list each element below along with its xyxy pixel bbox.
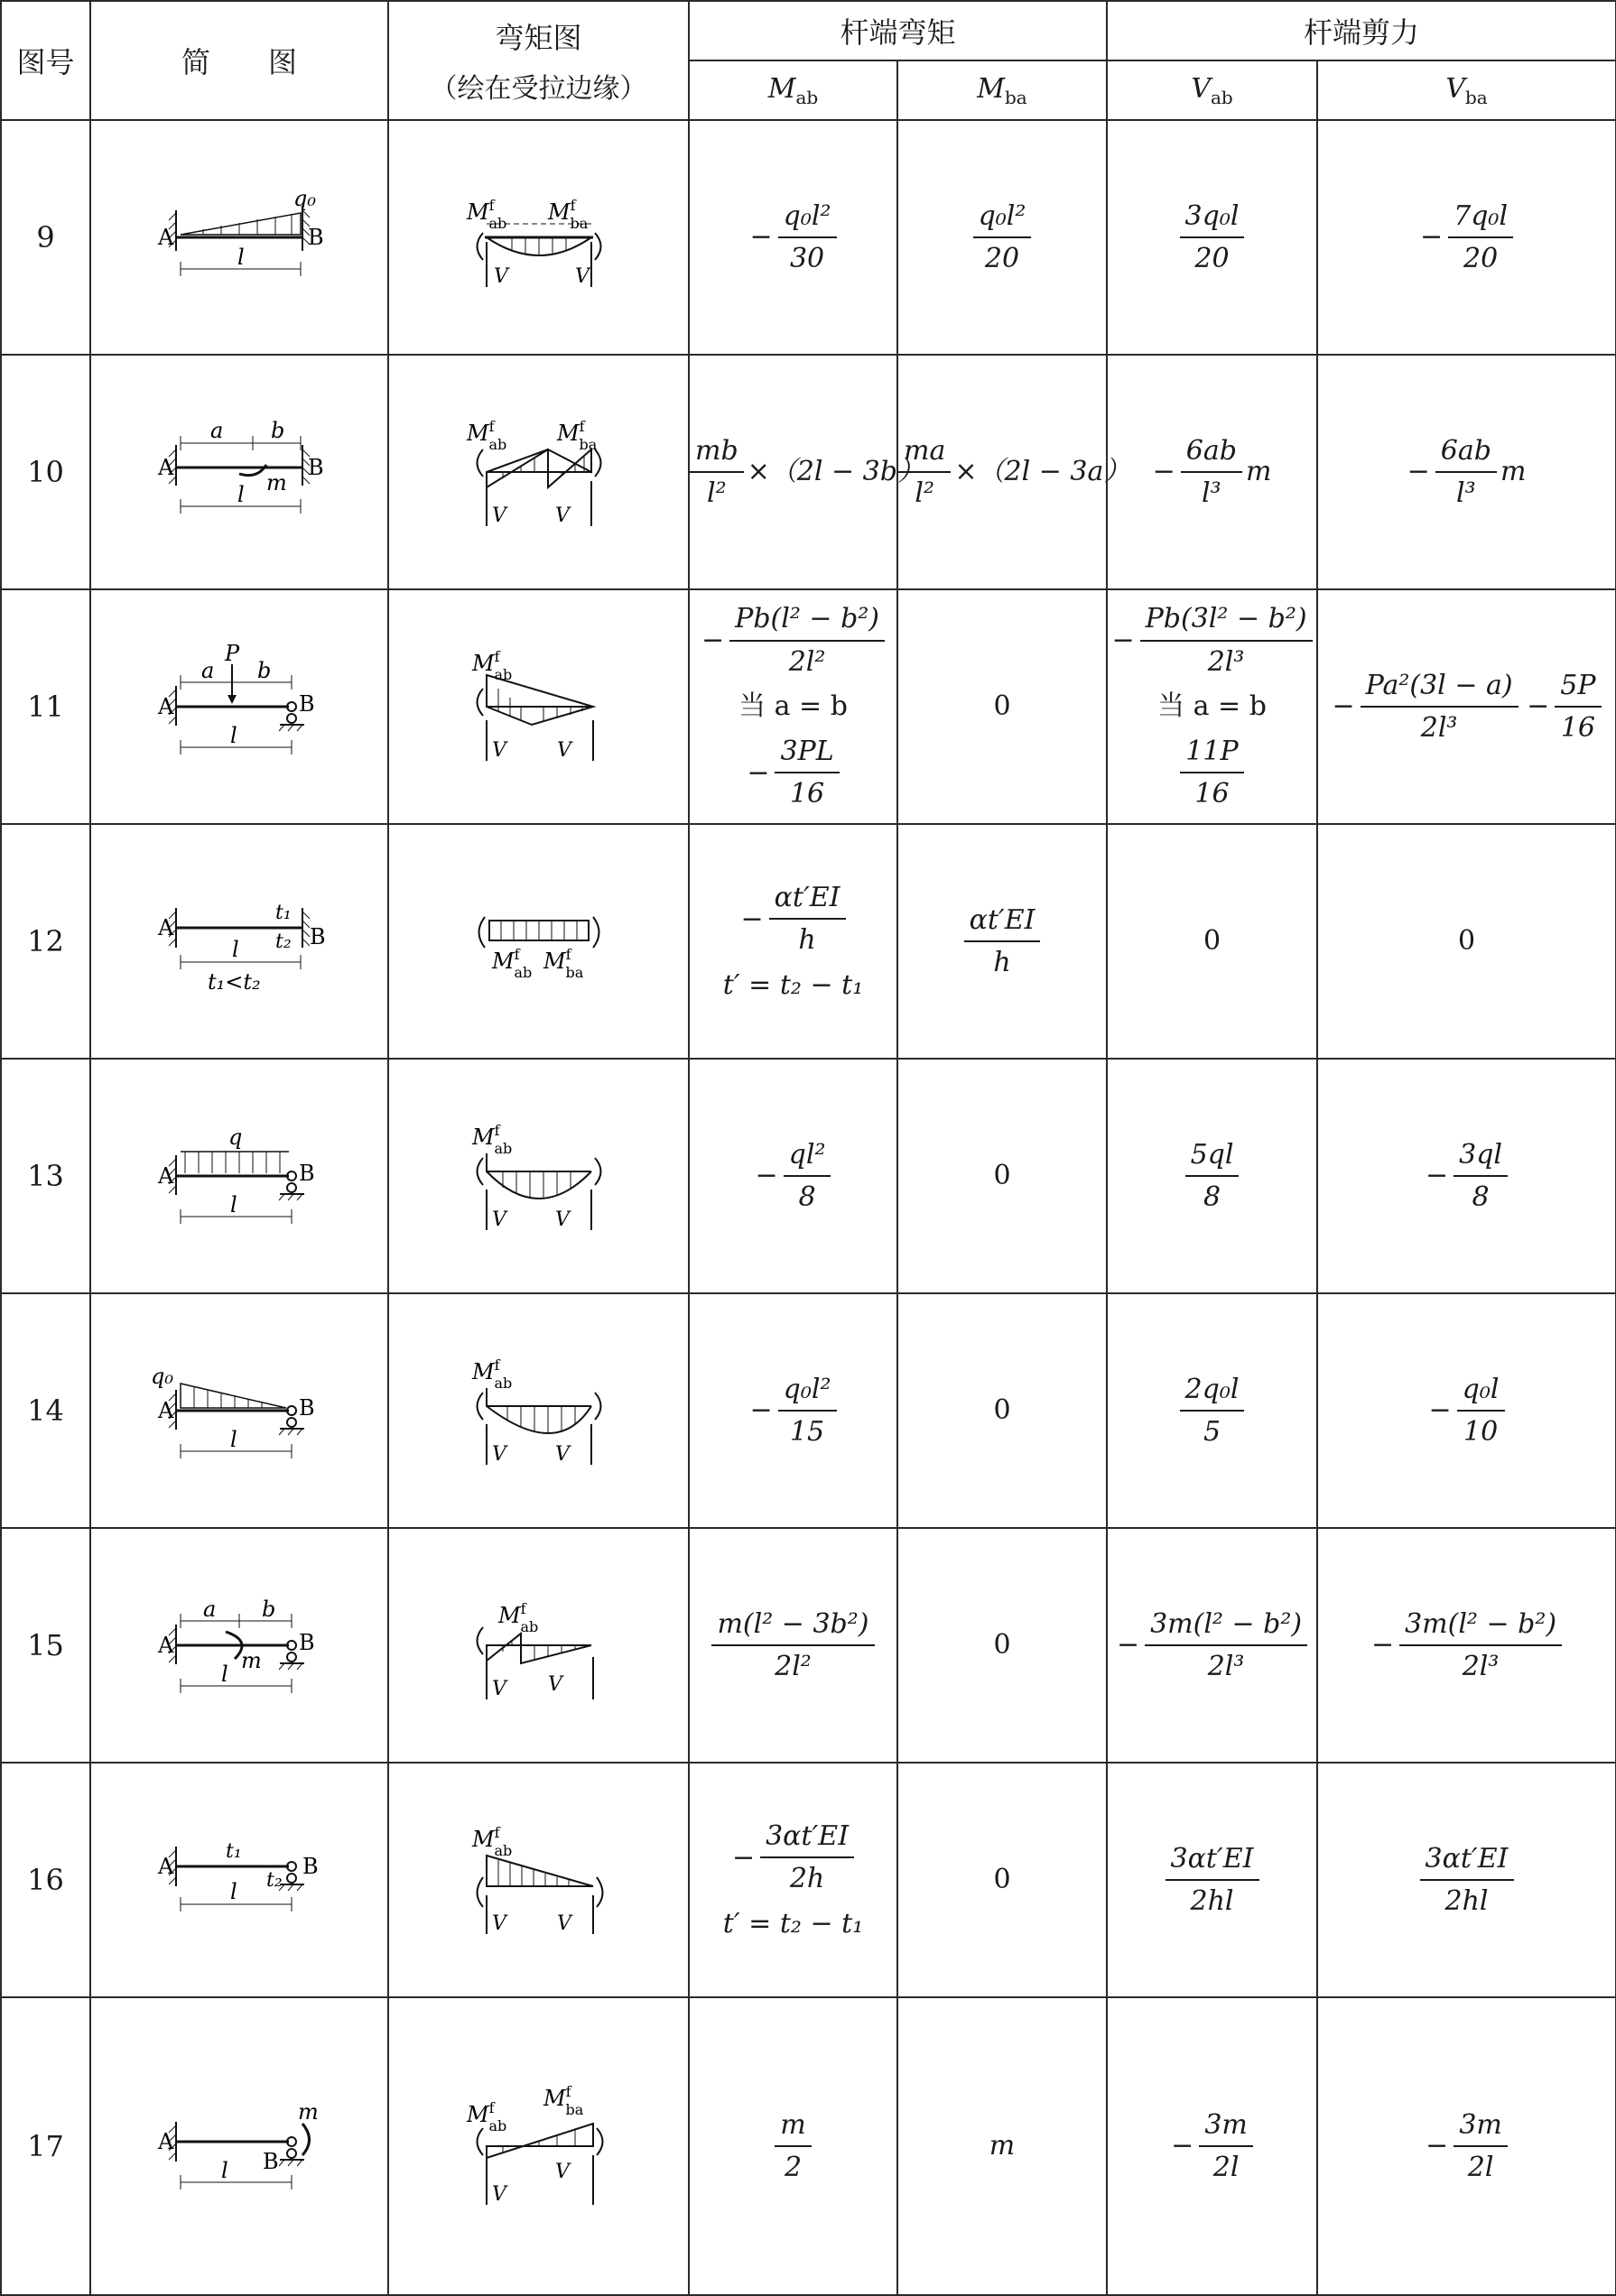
beam-diagram-13 [90,1059,388,1293]
table-row [1,824,1616,1059]
svg-text:t₁: t₁ [226,1840,242,1863]
svg-text:B: B [308,225,324,250]
header-moment-subtitle: （绘在受拉边缘） [430,73,647,105]
beam-sketch-16 [131,1821,348,1939]
svg-text:P: P [225,641,240,666]
svg-text:V: V [547,1673,562,1696]
svg-text:a: a [201,658,215,683]
vab-value: − $\frac{\text{Pb(3l² − b²)}}{\text{2l³}}$ 当 a = b $\frac{11P}{16}$ [1107,589,1317,824]
beam-sketch-14 [131,1343,348,1478]
svg-text:l: l [230,1427,237,1452]
table-row [1,120,1616,355]
mba-value: m [897,1997,1107,2295]
table-row [1,355,1616,589]
svg-text:a: a [203,1597,217,1622]
vba-value: − $\frac{\text{Pa²(3l − a)}}{\text{2l³}}$ − $\frac{5P}{16}$ [1317,589,1616,824]
mba-value: 0 [897,1059,1107,1293]
header-diagram: 简 图 [90,1,388,120]
svg-text:A: A [158,1854,174,1879]
beam-sketch-13 [131,1108,348,1244]
svg-text:A: A [158,2129,174,2154]
svg-text:Mfba: $M^f$ ba [547,197,588,232]
svg-text:V: V [556,1912,571,1935]
moment-diagram-10 [388,355,689,589]
beam-diagram-9 [90,120,388,355]
mba-value: 0 [897,1763,1107,1997]
svg-text:V: V [491,1678,506,1700]
header-row-1 [1,1,1616,60]
beam-sketch-17 [131,2078,348,2214]
svg-text:A: A [158,915,174,940]
moment-diagram-16 [388,1763,689,1997]
beam-sketch-11 [131,639,348,774]
svg-text:V: V [574,265,590,288]
moment-sketch-17 [431,2069,647,2223]
vab-value: − $\frac{6ab}{\text{l³}}$ m [1107,355,1317,589]
figure-number: 15 [1,1528,90,1763]
figure-number: 17 [1,1997,90,2295]
svg-text:t₂: t₂ [275,930,292,953]
svg-text:Mfab: $M^f$ ab [471,1824,512,1859]
svg-text:V: V [556,739,571,762]
header-moment-title: 弯矩图 [495,21,582,55]
svg-text:V: V [554,2161,570,2183]
svg-text:B: B [310,924,326,949]
beam-diagram-11 [90,589,388,824]
moment-sketch-12 [431,883,647,1000]
svg-text:B: B [308,455,324,480]
beam-diagram-15 [90,1528,388,1763]
svg-text:b: b [262,1597,276,1622]
moment-sketch-9 [431,174,647,301]
svg-text:b: b [257,658,272,683]
svg-text:Mfab: $M^f$ ab [471,1356,512,1392]
figure-number: 16 [1,1763,90,1997]
mab-value: $\frac{\text{m(l² − 3b²)}}{\text{2l²}}$ [689,1528,897,1763]
moment-sketch-11 [431,639,647,774]
svg-text:l: l [237,482,245,507]
header-figure-no: 图号 [1,1,90,120]
vba-value: − $\frac{3ql}{8}$ [1317,1059,1616,1293]
moment-diagram-14 [388,1293,689,1528]
svg-text:Mfab: $M^f$ ab [497,1600,538,1635]
beam-sketch-10 [131,409,348,535]
mba-value: $\frac{\text{q₀l²}}{20}$ [897,120,1107,355]
svg-text:A: A [158,455,174,480]
vba-value: 0 [1317,824,1616,1059]
mba-value: 0 [897,589,1107,824]
svg-text:Mfab: $M^f$ ab [491,946,532,981]
figure-number: 12 [1,824,90,1059]
vab-value: − $\frac{\text{3m(l² − b²)}}{\text{2l³}}$ [1107,1528,1317,1763]
beam-diagram-10 [90,355,388,589]
beam-sketch-12 [131,883,348,1000]
svg-text:V: V [493,265,508,288]
svg-text:A: A [158,225,174,250]
figure-number: 11 [1,589,90,824]
svg-text:Mfab: $M^f$ ab [466,418,506,453]
mba-value: 0 [897,1528,1107,1763]
svg-text:A: A [158,1163,174,1189]
svg-text:q₀: q₀ [293,186,316,211]
table-row [1,1997,1616,2295]
svg-text:b: b [271,418,285,443]
header-end-moment: 杆端弯矩 [689,1,1107,60]
svg-text:l: l [221,2158,228,2183]
svg-text:q: q [228,1125,243,1150]
svg-text:Mfab: $M^f$ ab [471,648,512,683]
svg-text:q₀: q₀ [151,1364,173,1389]
vab-value: $\frac{3\alpha t'EI}{2hl}$ [1107,1763,1317,1997]
svg-text:B: B [299,1630,315,1655]
table-row [1,1528,1616,1763]
vba-value: − $\frac{\text{3m(l² − b²)}}{\text{2l³}}$ [1317,1528,1616,1763]
mab-value: − $\frac{\text{ql²}}{8}$ [689,1059,897,1293]
svg-text:A: A [158,1398,174,1423]
svg-text:Mfab: $M^f$ ab [471,1122,512,1157]
moment-diagram-11 [388,589,689,824]
mab-value: $\frac{m}{2}$ [689,1997,897,2295]
svg-text:l: l [237,245,245,270]
svg-text:B: B [302,1854,319,1879]
svg-text:V: V [491,2183,506,2206]
mab-value: $\frac{mb}{\text{l²}}$ ×（2l − 3b） [689,355,897,589]
vba-value: − $\frac{\text{q₀l}}{10}$ [1317,1293,1616,1528]
mba-value: $\frac{ma}{\text{l²}}$ ×（2l − 3a） [897,355,1107,589]
svg-text:Mfba: $M^f$ ba [556,418,597,453]
svg-text:V: V [491,1208,506,1231]
moment-diagram-15 [388,1528,689,1763]
figure-number: 14 [1,1293,90,1528]
vba-value: − $\frac{3m}{2l}$ [1317,1997,1616,2295]
mab-value: − $\frac{3\alpha t'EI}{2h}$ t′ = t₂ − t₁ [689,1763,897,1997]
mba-value: 0 [897,1293,1107,1528]
svg-text:B: B [299,691,315,717]
header-moment-diagram [388,1,689,120]
beam-sketch-9 [131,179,348,296]
svg-text:V: V [554,1443,570,1466]
svg-text:Mfab: $M^f$ ab [466,2099,506,2134]
moment-sketch-13 [431,1108,647,1244]
mab-value: − $\frac{\text{q₀l²}}{15}$ [689,1293,897,1528]
table-row [1,1059,1616,1293]
svg-text:V: V [491,739,506,762]
svg-text:Mfab: $M^f$ ab [466,197,506,232]
svg-text:A: A [158,694,174,719]
moment-sketch-14 [431,1343,647,1478]
mba-value: $\frac{\alpha t'EI}{h}$ [897,824,1107,1059]
svg-text:m: m [266,470,287,495]
svg-text:B: B [299,1161,315,1186]
table-row [1,1763,1616,1997]
header-vab: $V_{ab}$ [1107,60,1317,120]
svg-text:l: l [232,937,239,962]
figure-number: 10 [1,355,90,589]
moment-diagram-9 [388,120,689,355]
vab-value: − $\frac{3m}{2l}$ [1107,1997,1317,2295]
header-mab: $M_{ab}$ [689,60,897,120]
svg-text:A: A [158,1633,174,1658]
moment-diagram-17 [388,1997,689,2295]
beam-sketch-15 [131,1578,348,1713]
svg-text:m: m [298,2099,319,2125]
svg-text:l: l [221,1662,228,1687]
figure-number: 13 [1,1059,90,1293]
beam-diagram-17 [90,1997,388,2295]
moment-sketch-16 [431,1812,647,1948]
svg-text:V: V [491,505,506,527]
vba-value: − $\frac{\text{7q₀l}}{20}$ [1317,120,1616,355]
svg-text:V: V [554,1208,570,1231]
header-vba: $V_{ba}$ [1317,60,1616,120]
svg-text:l: l [230,1879,237,1904]
moment-sketch-15 [431,1578,647,1713]
vba-value: − $\frac{6ab}{\text{l³}}$ m [1317,355,1616,589]
svg-text:V: V [491,1443,506,1466]
svg-text:t₁<t₂: t₁<t₂ [208,969,261,995]
header-mba: $M_{ba}$ [897,60,1107,120]
vab-value: 0 [1107,824,1317,1059]
figure-number: 9 [1,120,90,355]
svg-text:a: a [210,418,224,443]
svg-text:V: V [554,505,570,527]
svg-text:m: m [241,1648,262,1673]
mab-value: − $\frac{\alpha t'EI}{h}$ t′ = t₂ − t₁ [689,824,897,1059]
table-row [1,589,1616,824]
svg-text:Mfba: $M^f$ ba [543,2083,583,2118]
svg-text:t₁: t₁ [275,902,292,924]
beam-diagram-12 [90,824,388,1059]
header-end-shear: 杆端剪力 [1107,1,1616,60]
svg-text:V: V [491,1912,506,1935]
mab-value: − $\frac{\text{Pb(l² − b²)}}{\text{2l²}}$ 当 a = b − $\frac{3PL}{16}$ [689,589,897,824]
mab-value: − $\frac{\text{q₀l²}}{30}$ [689,120,897,355]
svg-text:t₂: t₂ [266,1869,283,1892]
vab-value: $\frac{\text{3q₀l}}{20}$ [1107,120,1317,355]
svg-text:l: l [230,1192,237,1217]
svg-text:Mfba: $M^f$ ba [543,946,583,981]
vab-value: $\frac{\text{2q₀l}}{5}$ [1107,1293,1317,1528]
moment-sketch-10 [431,404,647,540]
moment-diagram-12 [388,824,689,1059]
table-row [1,1293,1616,1528]
moment-diagram-13 [388,1059,689,1293]
svg-text:l: l [230,723,237,748]
vab-value: $\frac{5ql}{8}$ [1107,1059,1317,1293]
svg-text:B: B [299,1395,315,1421]
svg-text:B: B [263,2149,279,2174]
beam-diagram-16 [90,1763,388,1997]
vba-value: $\frac{3\alpha t'EI}{2hl}$ [1317,1763,1616,1997]
beam-diagram-14 [90,1293,388,1528]
